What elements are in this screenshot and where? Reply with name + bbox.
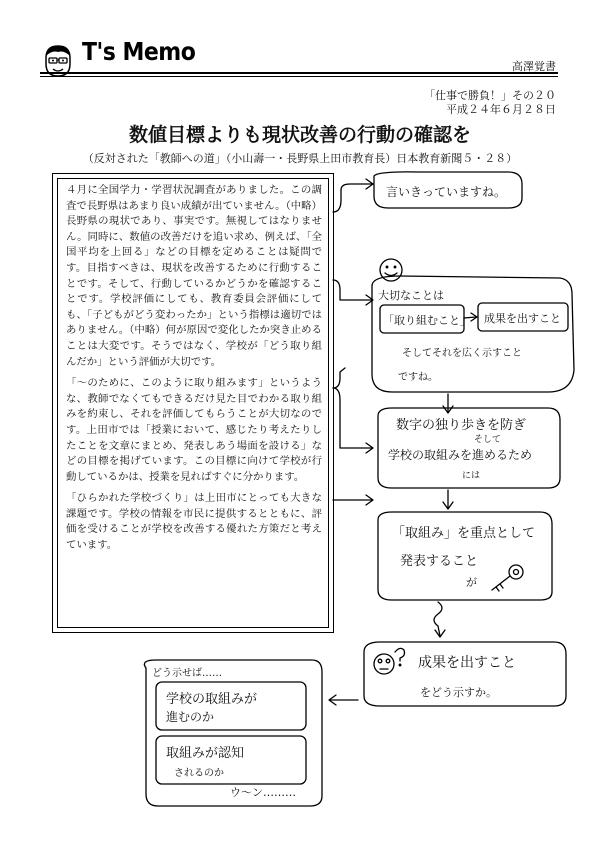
- note-6-line3: 進むのか: [166, 710, 215, 724]
- series-label: 「仕事で勝負！」その２０: [424, 89, 556, 102]
- author-name: 高澤覚書: [512, 60, 556, 73]
- note-6-line5: されるのか: [174, 768, 224, 779]
- note-3-line2: そして: [474, 435, 502, 445]
- thinking-face-icon: [374, 648, 405, 674]
- note-6-line6: ウ〜ン………: [230, 786, 296, 799]
- key-icon: [492, 565, 523, 591]
- note-1-text: 言いきっていますね。: [386, 185, 507, 199]
- note-2-line3: そしてそれを広く示すこと: [402, 348, 522, 359]
- note-2-box1: 「取り組むこと」: [383, 314, 471, 327]
- article-paragraph-2: 「〜のために、このように取り組みます」というような、教師でなくてもできるだけ見た目でわかる取り組みを約束し、それを評価してもらうことが大切なのです。上田市では「授業において、感じたり考えたりしたことを文章にまとめ、発表しあう場面を設ける」などの目標を掲げています。この目標に向けて学校が行動しているかは、授業を見ればすぐに分かります。: [66, 377, 322, 483]
- bracket-2: [333, 280, 372, 300]
- note-3-line4: には: [462, 471, 481, 481]
- note-5-line1: 成果を出すこと: [418, 655, 516, 671]
- note-2-line4: ですね。: [398, 372, 438, 383]
- note-6-line2: 学校の取組みが: [166, 692, 258, 707]
- article-paragraph-3: 「ひらかれた学校づくり」は上田市にとっても大きな課題です。学校の情報を市民に提供するとともに、評価を受けることが学校を改善する優れた方策だと考えています。: [66, 492, 322, 552]
- note-2-heading: 大切なことは: [378, 289, 444, 302]
- note-6-line1: どう示せば……: [152, 668, 222, 679]
- issue-date: 平成２４年６月２８日: [446, 103, 556, 116]
- note-4-line2: 発表すること: [400, 554, 479, 569]
- note-2-box2: 成果を出すこと: [484, 312, 561, 325]
- source-citation: （反対された「教師への道」（小山壽一・長野県上田市教育長）日本教育新聞５・２８）: [82, 152, 518, 165]
- page-title: 数値目標よりも現状改善の行動の確認を: [128, 124, 471, 146]
- bracket-3: [333, 368, 345, 388]
- bracket-4: [333, 388, 372, 448]
- note-4-line3: が: [466, 576, 477, 589]
- article-paragraph-1: ４月に全国学力・学習状況調査がありました。この調査で長野県はあまり良い成績が出ていません。（中略）長野県の現状であり、事実です。無視してはなりません。同時に、数値の改善だけを追い求め、例えば、「全国平均を上回る」などの目標を定めることは疑問です。目指すべきは、現状を改善するために行動することです。そして、行動しているかどうかを確認することです。学校評価にしても、教育委員会評価にしても、「子どもがどう変わったか」という指標は適切ではありません。（中略）何が原因で変化したか突き止めることは大変です。そうではなく、学校が「どう取り組んだか」という評価が大切です。: [66, 184, 322, 368]
- logo-title: T's Memo: [82, 38, 196, 67]
- note-6-line4: 取組みが認知: [166, 746, 245, 761]
- note-3-line3: 学校の取組みを進めるため: [388, 448, 533, 462]
- note-4-line1: 「取組み」を重点として: [392, 526, 536, 541]
- note-5-line2: をどう示すか。: [420, 686, 497, 699]
- note-3-line1: 数字の独り歩きを防ぎ: [396, 418, 527, 433]
